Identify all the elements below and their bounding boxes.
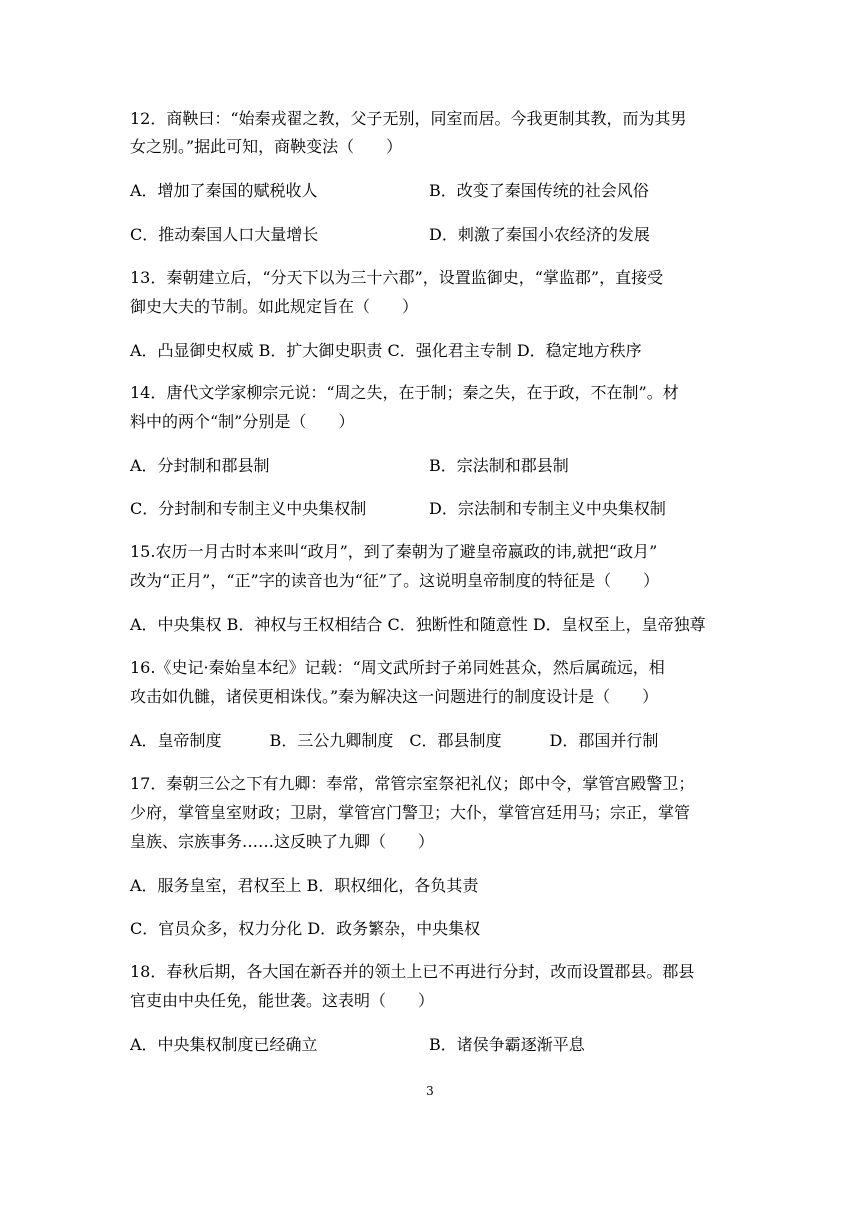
q13-stem-line2: 御史大夫的节制。如此规定旨在（ ） bbox=[130, 297, 419, 316]
q14-stem-line2: 料中的两个“制”分别是（ ） bbox=[130, 412, 355, 431]
q14-stem-line1: 14．唐代文学家柳宗元说：“周之失，在于制；秦之失，在于政，不在制”。材 bbox=[130, 383, 679, 402]
q18-stem-line1: 18．春秋后期，各大国在新吞并的领土上已不再进行分封，改而设置郡县。郡县 bbox=[130, 962, 695, 981]
q18-option-b: B．诸侯争霸逐渐平息 bbox=[429, 1035, 585, 1054]
q12-option-d: D．刺激了秦国小农经济的发展 bbox=[429, 225, 650, 244]
q15-options: A．中央集权 B．神权与王权相结合 C．独断性和随意性 D．皇权至上，皇帝独尊 bbox=[130, 615, 706, 634]
q18-stem-line2: 官吏由中央任免，能世袭。这表明（ ） bbox=[130, 991, 435, 1010]
q17-stem-line3: 皇族、宗族事务……这反映了九卿（ ） bbox=[130, 832, 435, 851]
q14-option-b: B．宗法制和郡县制 bbox=[429, 456, 569, 475]
q12-stem-line2: 女之别。”据此可知，商鞅变法（ ） bbox=[130, 137, 403, 156]
q17-options-line2: C．官员众多，权力分化 D．政务繁杂，中央集权 bbox=[130, 919, 481, 938]
q16-stem-line1: 16.《史记·秦始皇本纪》记载：“周文武所封子弟同姓甚众，然后属疏远，相 bbox=[130, 658, 665, 677]
q14-option-a: A．分封制和郡县制 bbox=[130, 456, 270, 475]
q16-options: A．皇帝制度 B．三公九卿制度 C．郡县制度 D．郡国并行制 bbox=[130, 731, 659, 750]
q13-options: A．凸显御史权威 B．扩大御史职责 C．强化君主专制 D．稳定地方秩序 bbox=[130, 341, 642, 360]
q12-option-b: B．改变了秦国传统的社会风俗 bbox=[429, 181, 649, 200]
q13-stem-line1: 13．秦朝建立后，“分天下以为三十六郡”，设置监御史，“掌监郡”，直接受 bbox=[130, 268, 664, 287]
q15-stem-line1: 15.农历一月古时本来叫“政月”，到了秦朝为了避皇帝嬴政的讳,就把“政月” bbox=[130, 542, 658, 561]
q12-stem-line1: 12．商鞅曰：“始秦戎翟之教，父子无别，同室而居。今我更制其教，而为其男 bbox=[130, 109, 687, 128]
q17-options-line1: A．服务皇室，君权至上 B．职权细化，各负其责 bbox=[130, 876, 479, 895]
q17-stem-line1: 17．秦朝三公之下有九卿：奉常，常管宗室祭祀礼仪；郎中令，掌管宫殿警卫； bbox=[130, 774, 695, 793]
page-number: 3 bbox=[426, 1084, 434, 1098]
q12-option-a: A．增加了秦国的赋税收人 bbox=[130, 181, 318, 200]
q14-option-d: D．宗法制和专制主义中央集权制 bbox=[429, 499, 666, 518]
q12-option-c: C．推动秦国人口大量增长 bbox=[130, 225, 319, 244]
q16-stem-line2: 攻击如仇雠，诸侯更相诛伐。”秦为解决这一问题进行的制度设计是（ ） bbox=[130, 687, 659, 706]
q15-stem-line2: 改为“正月”，“正”字的读音也为“征”了。这说明皇帝制度的特征是（ ） bbox=[130, 571, 660, 590]
q17-stem-line2: 少府，掌管皇室财政；卫尉，掌管宫门警卫；大仆，掌管宫廷用马；宗正，掌管 bbox=[130, 803, 691, 822]
q14-option-c: C．分封制和专制主义中央集权制 bbox=[130, 499, 367, 518]
q18-option-a: A．中央集权制度已经确立 bbox=[130, 1035, 318, 1054]
